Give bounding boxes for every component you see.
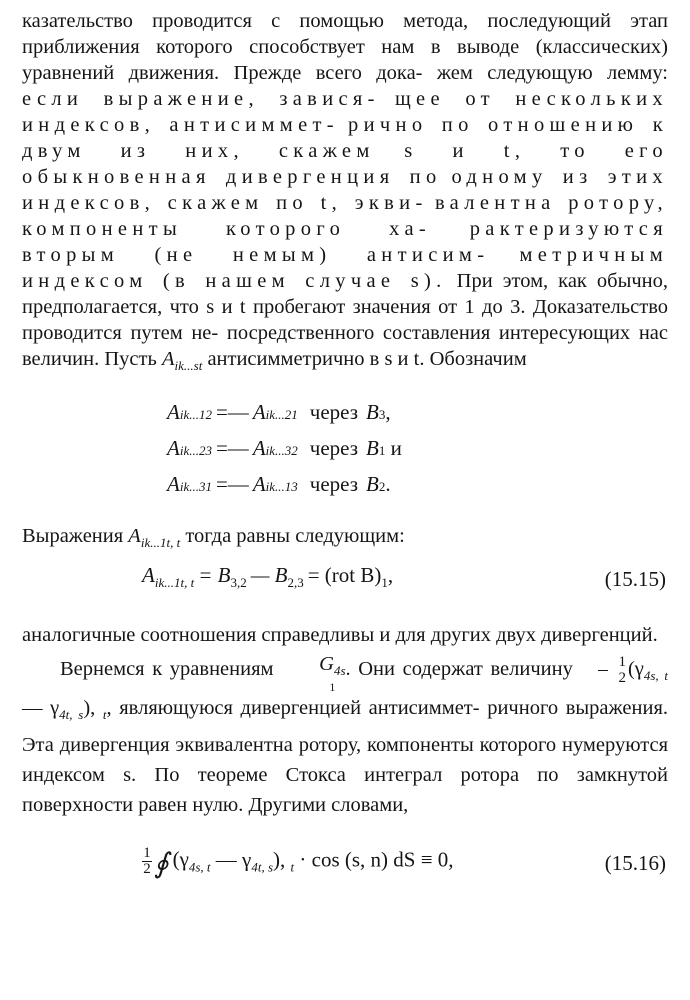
text-line: компоненты которого нумеруются индексом s. По теореме (22, 734, 669, 786)
math-subscript: 4s, t (643, 668, 669, 683)
math-term: ), (273, 847, 291, 872)
math-symbol: A (167, 436, 180, 460)
math-term: = (rot B) (307, 563, 382, 587)
math-subscript: 1 (378, 443, 386, 458)
text-line-spaced: если выражение, завися- (22, 88, 380, 110)
math-subscript: 1 (381, 575, 388, 590)
math-symbol: B (366, 472, 379, 496)
equation-number: (15.16) (604, 851, 666, 875)
math-subscript: ik...12 (179, 407, 212, 422)
math-symbol: A (252, 400, 266, 424)
equation-line (167, 435, 668, 471)
fraction-numerator: 1 (143, 844, 151, 861)
equation-tail: , (385, 400, 391, 424)
text-line-spaced: рично по отношению к двум из них, скажем (22, 114, 668, 162)
math-subscript: ik...23 (179, 443, 212, 458)
math-subscript: 4t, s (251, 859, 273, 875)
text-line: Пусть (104, 348, 157, 370)
math-symbol: A (161, 348, 175, 370)
fraction-one-half (580, 655, 626, 686)
math-term: ), (83, 697, 103, 719)
math-subscript: 3 (378, 407, 386, 422)
paragraph-return-to-equations (22, 654, 668, 820)
math-term: , (387, 563, 394, 587)
math-symbol: A (252, 472, 266, 496)
formula-body (142, 562, 393, 596)
math-subscript: ik...1t, t (154, 575, 195, 590)
text-fragment: Вернемся к уравнениям (60, 658, 274, 680)
paragraph-lemma (22, 8, 668, 379)
text-line: (классических) уравнений движения. Прежде всего дока- (22, 36, 669, 84)
math-symbol: A (167, 472, 180, 496)
text-line: жем следующую лемму: (436, 62, 669, 84)
math-symbol: G (319, 653, 334, 675)
text-fragment: , являющуюся дивергенцией антисиммет- (106, 697, 480, 719)
math-subscript: 4t, s (59, 707, 84, 722)
math-subscript: 4s (333, 663, 346, 678)
fraction-denominator: 2 (143, 860, 151, 877)
equation-15-15 (22, 556, 668, 602)
math-subscript: ik...31 (179, 479, 212, 494)
math-symbol: A (167, 400, 180, 424)
math-symbol: B (366, 400, 379, 424)
math-term: (γ (627, 658, 644, 680)
fraction-one-half (142, 846, 152, 877)
math-term: — γ (22, 697, 60, 719)
text-line: ричного выражения. Эта дивергенция эквивалентна ротору, (22, 697, 668, 756)
math-subscript: ik...13 (265, 479, 298, 494)
math-term: = B (198, 563, 231, 587)
math-term: (γ (172, 847, 189, 872)
math-operator: =— (215, 472, 249, 496)
math-operator: =— (215, 400, 249, 424)
text-line: нулю. Другими словами, (192, 794, 409, 816)
equation-text: через (309, 436, 359, 460)
text-fragment: . Они содержат величину (345, 658, 573, 680)
math-undersub: 1 (329, 680, 336, 694)
text-line-spaced: рактеризуются вторым (не немым) антисим- (22, 218, 668, 266)
math-subscript: 2,3 (287, 575, 304, 590)
text-line-spaced: щее от нескольких индексов, антисиммет- (22, 88, 668, 136)
equation-line (167, 471, 668, 507)
math-g-with-under (281, 654, 345, 693)
text-line: Стокса интеграл ротора по замкнутой поверхности равен (22, 764, 668, 816)
spacer (22, 602, 668, 622)
text-line: этом, как обычно, предполагается, что s и t пробегают (22, 270, 669, 318)
text-line: антисимметрично в s и t. Обозначим (207, 348, 527, 370)
text-line: При (456, 270, 493, 292)
math-subscript: t (290, 859, 295, 875)
math-operator: =— (215, 436, 249, 460)
contour-integral-symbol: ∮ (154, 848, 169, 880)
equation-number: (15.15) (604, 567, 666, 591)
math-subscript: 2 (378, 479, 386, 494)
equation-line (167, 399, 668, 435)
text-line: этап приближения которого способствует нам в выводе (22, 10, 668, 58)
paragraph-expressions (22, 523, 668, 556)
math-subscript: ik...st (174, 358, 203, 373)
math-symbol: A (128, 525, 141, 547)
equation-text: через (309, 472, 359, 496)
fraction-denominator: 2 (618, 669, 626, 686)
formula-body (142, 846, 454, 880)
equation-group-b (22, 399, 668, 507)
math-subscript: 3,2 (230, 575, 247, 590)
math-symbol: A (252, 436, 266, 460)
math-subscript: ik...32 (265, 443, 298, 458)
equation-15-16 (22, 838, 668, 888)
math-subscript: ik...1t, t (140, 535, 181, 550)
math-symbol: A (142, 563, 155, 587)
text-fragment: Выражения (22, 525, 124, 547)
paragraph-analogous (22, 622, 668, 648)
equation-tail: . (385, 472, 391, 496)
text-line: значения от 1 до 3. Доказательство проводится путем не- (22, 296, 668, 344)
math-symbol: B (366, 436, 379, 460)
text-line-spaced: метричным индексом (в нашем случае s). (22, 244, 668, 292)
math-term: — γ (210, 847, 252, 872)
math-subscript: ik...21 (265, 407, 298, 422)
math-term: · cos (s, n) dS ≡ 0, (294, 847, 454, 872)
text-line-spaced: валентна ротору, компоненты которого ха- (22, 192, 669, 240)
text-line: дивергенций. (541, 624, 658, 646)
fraction-numerator: 1 (618, 653, 626, 670)
text-line: аналогичные соотношения справедливы и для других двух (22, 624, 537, 646)
text-fragment: тогда равны следующим: (185, 525, 405, 547)
text-line: посредственного составления интересующих нас величин. (22, 322, 668, 370)
text-line-spaced: s и t, то его обыкновенная дивергенция по (22, 140, 668, 188)
equation-text: через (309, 400, 359, 424)
equation-tail: и (385, 436, 402, 460)
text-line-spaced: одному из этих индексов, скажем по t, экви- (22, 166, 669, 214)
math-subscript: t (102, 707, 107, 722)
text-line: казательство проводится с помощью метода, последующий (22, 10, 611, 32)
math-term: — B (250, 563, 288, 587)
math-subscript: 4s, t (188, 859, 211, 875)
